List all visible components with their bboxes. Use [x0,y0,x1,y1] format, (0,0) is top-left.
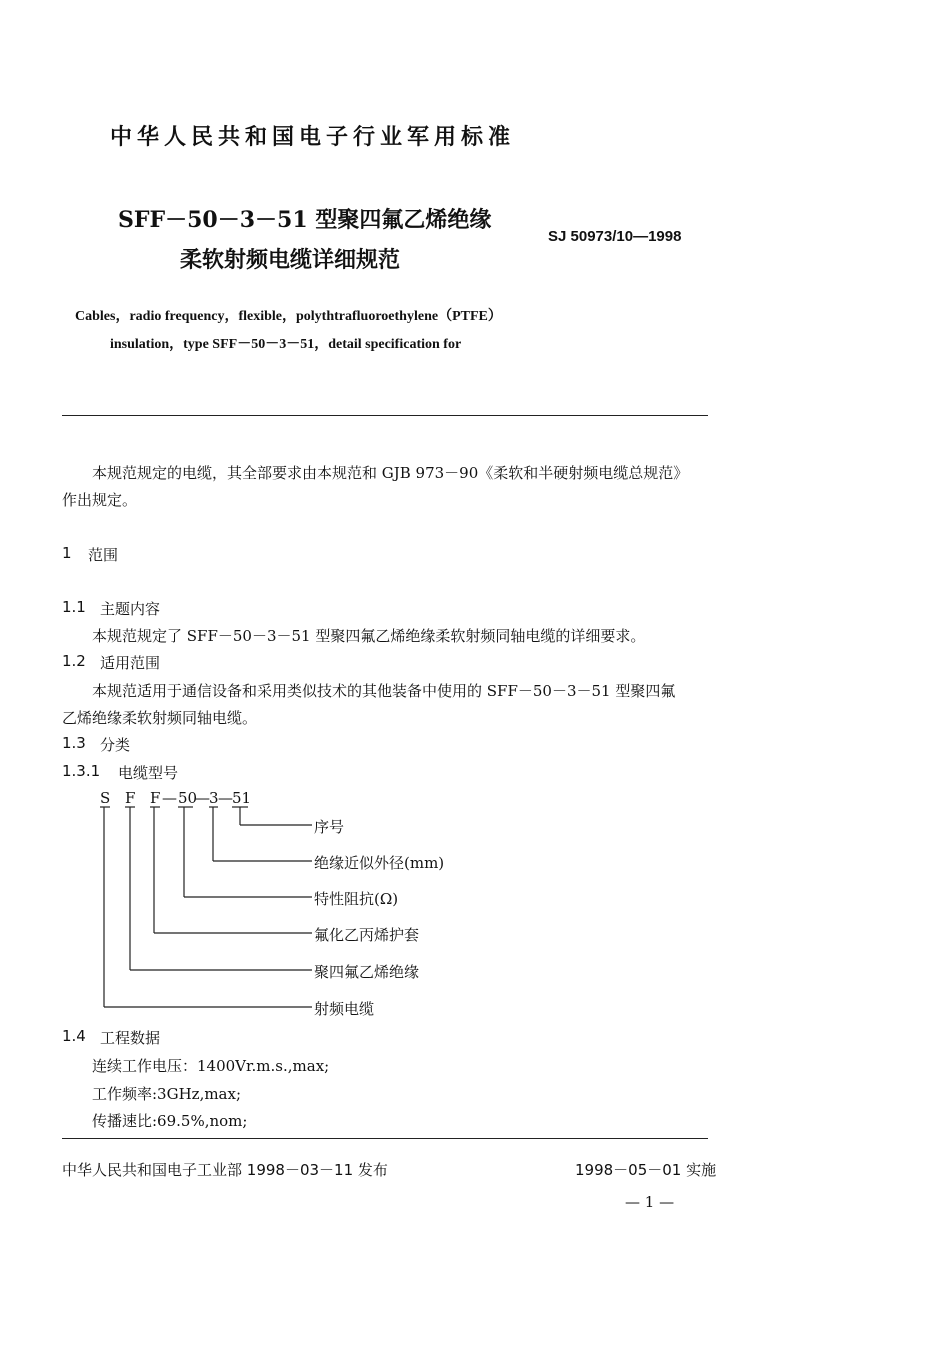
label-impedance: 特性阻抗(Ω) [314,890,399,908]
section-1-2-text-line-2: 乙烯绝缘柔软射频同轴电缆。 [62,709,258,727]
title-line-1: SFF－50－3－51 型聚四氟乙烯绝缘 [118,207,492,233]
standard-code: SJ 50973/10—1998 [548,228,682,245]
code-part-51: 51 [232,789,252,807]
intro-line-2: 作出规定。 [62,491,138,509]
english-title-line-2: insulation，type SFF－50－3－51，detail specification for [110,337,462,352]
section-1-4-title: 工程数据 [100,1029,161,1047]
section-1-title: 范围 [88,546,119,564]
code-part-f2: F [150,789,161,807]
label-insulation-diameter: 绝缘近似外径(mm) [314,854,445,872]
section-1-1-number: 1.1 [62,598,86,616]
label-fep-jacket: 氟化乙丙烯护套 [314,926,420,944]
code-part-s: S [100,789,111,807]
code-part-dash-3: — [218,789,233,807]
label-ptfe-insulation: 聚四氟乙烯绝缘 [314,963,420,981]
code-part-3: 3 [209,789,219,807]
section-1-1-text: 本规范规定了 SFF－50－3－51 型聚四氟乙烯绝缘柔软射频同轴电缆的详细要求。 [92,627,646,645]
intro-line-1: 本规范规定的电缆，其全部要求由本规范和 GJB 973－90《柔软和半硬射频电缆总规范》 [92,464,689,482]
issuer-line: 中华人民共和国电子工业部 1998－03－11 发布 [62,1161,388,1179]
section-1-4-number: 1.4 [62,1027,86,1045]
code-part-dash-1: — [162,789,177,807]
section-1-2-number: 1.2 [62,652,86,670]
engineering-data-item: 传播速比:69.5%,nom; [92,1112,248,1130]
label-rf-cable: 射频电缆 [314,1000,375,1018]
section-1-3-1-number: 1.3.1 [62,762,101,780]
footer-divider [62,1138,708,1139]
section-1-3-1-title: 电缆型号 [118,764,179,782]
section-1-3-number: 1.3 [62,734,86,752]
section-1-number: 1 [62,544,72,562]
section-1-2-title: 适用范围 [100,654,161,672]
english-title-line-1: Cables，radio frequency，flexible，polythtrafluoroethylene（PTFE） [75,309,502,324]
label-serial-number: 序号 [314,818,345,836]
title-line-2: 柔软射频电缆详细规范 [180,248,401,273]
code-part-f1: F [125,789,136,807]
standard-category: 中华人民共和国电子行业军用标准 [110,125,516,150]
section-1-1-title: 主题内容 [100,600,161,618]
section-1-3-title: 分类 [100,736,131,754]
code-part-50: 50 [178,789,198,807]
section-1-2-text-line-1: 本规范适用于通信设备和采用类似技术的其他装备中使用的 SFF－50－3－51 型聚四氟 [92,682,676,700]
effective-date: 1998－05－01 实施 [575,1161,717,1179]
code-part-dash-2: — [195,789,210,807]
page-number: — 1 — [625,1193,675,1211]
engineering-data-item: 连续工作电压：1400Vr.m.s.,max; [92,1057,330,1075]
engineering-data-item: 工作频率:3GHz,max; [92,1085,242,1103]
